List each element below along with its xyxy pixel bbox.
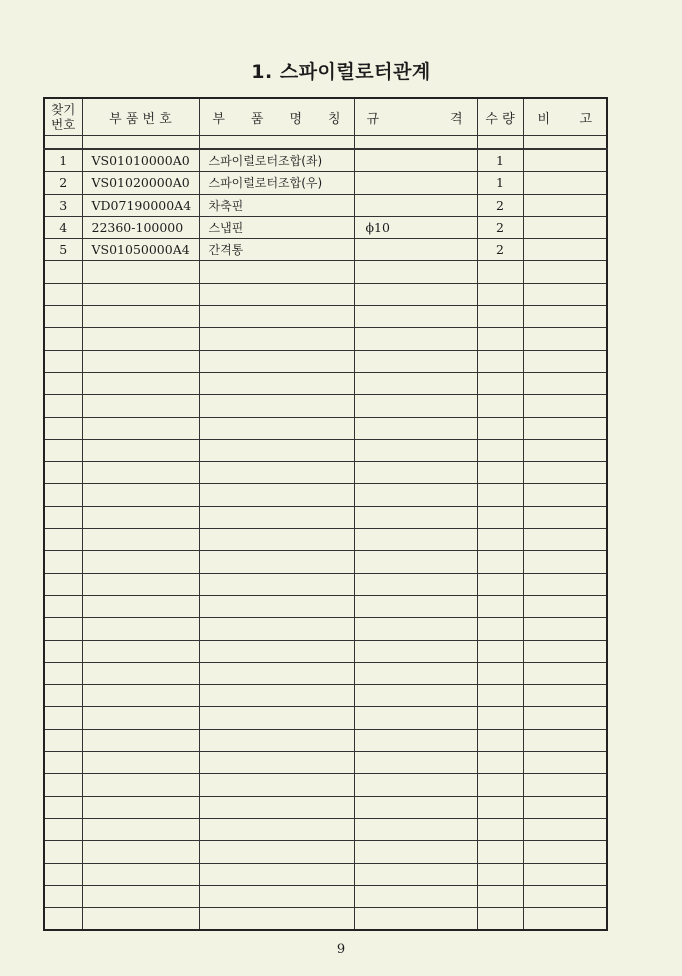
empty-cell: [523, 752, 607, 774]
empty-cell: [477, 618, 523, 640]
empty-cell: [477, 662, 523, 684]
empty-cell: [354, 328, 477, 350]
empty-cell: [82, 283, 199, 305]
empty-cell: [477, 306, 523, 328]
empty-cell: [82, 417, 199, 439]
empty-cell: [199, 283, 354, 305]
empty-cell: [354, 484, 477, 506]
page-number: 9: [336, 942, 346, 957]
empty-cell: [477, 372, 523, 394]
empty-cell: [523, 551, 607, 573]
empty-cell: [477, 261, 523, 283]
empty-cell: [477, 417, 523, 439]
empty-cell: [44, 506, 82, 528]
cell-remark: [523, 172, 607, 194]
empty-cell: [523, 796, 607, 818]
empty-cell: [523, 573, 607, 595]
empty-cell: [354, 885, 477, 907]
empty-table-row: [44, 306, 607, 328]
empty-cell: [82, 529, 199, 551]
empty-cell: [82, 729, 199, 751]
empty-cell: [354, 261, 477, 283]
cell-no: 3: [44, 194, 82, 216]
empty-table-row: [44, 818, 607, 840]
header-gap-row: [44, 136, 607, 150]
empty-cell: [44, 707, 82, 729]
empty-cell: [199, 417, 354, 439]
empty-cell: [477, 395, 523, 417]
empty-cell: [199, 350, 354, 372]
empty-cell: [82, 328, 199, 350]
empty-cell: [199, 685, 354, 707]
empty-cell: [477, 796, 523, 818]
empty-cell: [477, 439, 523, 461]
empty-cell: [354, 417, 477, 439]
empty-table-row: [44, 462, 607, 484]
empty-cell: [523, 506, 607, 528]
empty-cell: [44, 863, 82, 885]
header-remark-left: 비: [537, 111, 551, 127]
empty-cell: [82, 841, 199, 863]
header-spec: [354, 98, 477, 136]
empty-cell: [477, 841, 523, 863]
empty-cell: [44, 551, 82, 573]
empty-cell: [82, 885, 199, 907]
empty-cell: [477, 707, 523, 729]
empty-table-row: [44, 261, 607, 283]
empty-cell: [523, 908, 607, 931]
empty-cell: [44, 484, 82, 506]
empty-cell: [523, 306, 607, 328]
cell-qty: 2: [477, 239, 523, 261]
cell-remark: [523, 239, 607, 261]
empty-cell: [44, 729, 82, 751]
cell-spec: [354, 194, 477, 216]
cell-remark: [523, 194, 607, 216]
cell-name: 스파이럴로터조합(좌): [199, 149, 354, 172]
empty-cell: [477, 774, 523, 796]
cell-remark: [523, 149, 607, 172]
empty-cell: [354, 841, 477, 863]
header-spec-left: 규: [366, 111, 380, 127]
empty-cell: [44, 372, 82, 394]
cell-no: 2: [44, 172, 82, 194]
empty-cell: [477, 529, 523, 551]
cell-part-no: VS01050000A4: [82, 239, 199, 261]
table-row: [44, 239, 607, 261]
empty-cell: [354, 306, 477, 328]
empty-cell: [523, 863, 607, 885]
empty-table-row: [44, 841, 607, 863]
table-body: [44, 136, 607, 931]
cell-qty: 2: [477, 216, 523, 238]
empty-cell: [354, 863, 477, 885]
empty-cell: [199, 752, 354, 774]
empty-cell: [477, 283, 523, 305]
empty-cell: [44, 885, 82, 907]
cell-qty: 2: [477, 194, 523, 216]
empty-cell: [354, 595, 477, 617]
cell-no: 1: [44, 149, 82, 172]
empty-cell: [199, 707, 354, 729]
empty-cell: [44, 595, 82, 617]
empty-table-row: [44, 752, 607, 774]
cell-name: 간격통: [199, 239, 354, 261]
empty-cell: [44, 462, 82, 484]
empty-cell: [199, 618, 354, 640]
cell-spec: ϕ10: [354, 216, 477, 238]
empty-cell: [523, 439, 607, 461]
empty-table-row: [44, 328, 607, 350]
empty-cell: [354, 350, 477, 372]
empty-cell: [354, 685, 477, 707]
empty-cell: [523, 595, 607, 617]
cell-no: 5: [44, 239, 82, 261]
empty-cell: [199, 261, 354, 283]
header-remark-right: 고: [579, 111, 592, 127]
empty-table-row: [44, 573, 607, 595]
empty-cell: [199, 372, 354, 394]
table-row: [44, 194, 607, 216]
empty-cell: [44, 283, 82, 305]
table-row: [44, 172, 607, 194]
empty-table-row: [44, 350, 607, 372]
empty-cell: [44, 306, 82, 328]
empty-cell: [523, 818, 607, 840]
empty-cell: [82, 350, 199, 372]
empty-cell: [523, 774, 607, 796]
empty-cell: [354, 529, 477, 551]
empty-cell: [199, 863, 354, 885]
empty-cell: [199, 729, 354, 751]
empty-cell: [44, 395, 82, 417]
empty-cell: [199, 796, 354, 818]
empty-cell: [44, 328, 82, 350]
parts-table: [43, 97, 608, 931]
empty-cell: [199, 484, 354, 506]
empty-table-row: [44, 707, 607, 729]
empty-cell: [199, 662, 354, 684]
empty-cell: [523, 662, 607, 684]
empty-cell: [82, 685, 199, 707]
empty-table-row: [44, 885, 607, 907]
empty-cell: [199, 306, 354, 328]
empty-table-row: [44, 439, 607, 461]
empty-cell: [477, 350, 523, 372]
empty-cell: [199, 506, 354, 528]
empty-cell: [477, 885, 523, 907]
empty-cell: [44, 261, 82, 283]
empty-cell: [199, 551, 354, 573]
empty-cell: [44, 417, 82, 439]
empty-cell: [44, 841, 82, 863]
empty-cell: [523, 640, 607, 662]
empty-cell: [523, 350, 607, 372]
empty-cell: [477, 863, 523, 885]
empty-cell: [523, 283, 607, 305]
empty-cell: [82, 796, 199, 818]
cell-spec: [354, 239, 477, 261]
empty-cell: [82, 484, 199, 506]
empty-cell: [82, 306, 199, 328]
empty-cell: [523, 462, 607, 484]
empty-cell: [477, 484, 523, 506]
empty-cell: [199, 462, 354, 484]
empty-cell: [523, 529, 607, 551]
empty-cell: [354, 707, 477, 729]
empty-cell: [354, 618, 477, 640]
empty-cell: [82, 395, 199, 417]
empty-cell: [354, 462, 477, 484]
empty-cell: [523, 395, 607, 417]
cell-part-no: VS01010000A0: [82, 149, 199, 172]
empty-cell: [44, 818, 82, 840]
empty-table-row: [44, 372, 607, 394]
empty-cell: [477, 551, 523, 573]
empty-cell: [199, 595, 354, 617]
empty-table-row: [44, 640, 607, 662]
empty-table-row: [44, 685, 607, 707]
cell-part-no: 22360-100000: [82, 216, 199, 238]
empty-cell: [44, 908, 82, 931]
cell-part-no: VS01020000A0: [82, 172, 199, 194]
empty-table-row: [44, 662, 607, 684]
header-find-no: [44, 98, 82, 136]
empty-cell: [44, 752, 82, 774]
empty-table-row: [44, 395, 607, 417]
empty-table-row: [44, 863, 607, 885]
empty-cell: [354, 729, 477, 751]
empty-cell: [82, 462, 199, 484]
empty-cell: [523, 841, 607, 863]
empty-cell: [354, 573, 477, 595]
empty-cell: [523, 729, 607, 751]
empty-cell: [523, 618, 607, 640]
empty-cell: [199, 908, 354, 931]
empty-cell: [354, 439, 477, 461]
empty-cell: [82, 863, 199, 885]
cell-name: 스파이럴로터조합(우): [199, 172, 354, 194]
empty-cell: [523, 707, 607, 729]
header-part-no: 부 품 번 호: [82, 98, 199, 136]
empty-table-row: [44, 506, 607, 528]
table-header-row: [44, 98, 607, 136]
empty-cell: [477, 573, 523, 595]
empty-cell: [44, 662, 82, 684]
empty-cell: [199, 774, 354, 796]
empty-cell: [199, 640, 354, 662]
empty-table-row: [44, 774, 607, 796]
empty-cell: [354, 796, 477, 818]
empty-table-row: [44, 484, 607, 506]
empty-cell: [82, 261, 199, 283]
empty-cell: [354, 551, 477, 573]
empty-cell: [477, 506, 523, 528]
empty-cell: [82, 506, 199, 528]
empty-table-row: [44, 595, 607, 617]
empty-cell: [354, 662, 477, 684]
empty-table-row: [44, 283, 607, 305]
empty-cell: [477, 595, 523, 617]
empty-table-row: [44, 529, 607, 551]
empty-cell: [44, 573, 82, 595]
empty-table-row: [44, 417, 607, 439]
empty-cell: [199, 885, 354, 907]
empty-cell: [477, 818, 523, 840]
empty-cell: [477, 908, 523, 931]
empty-cell: [199, 439, 354, 461]
empty-cell: [44, 640, 82, 662]
header-qty: 수 량: [477, 98, 523, 136]
table-row: [44, 149, 607, 172]
table-row: [44, 216, 607, 238]
empty-cell: [199, 395, 354, 417]
empty-cell: [354, 506, 477, 528]
cell-part-no: VD07190000A4: [82, 194, 199, 216]
header-find-no-label: 찾기 번호: [51, 102, 76, 132]
cell-name: 차축핀: [199, 194, 354, 216]
empty-cell: [44, 618, 82, 640]
empty-cell: [354, 818, 477, 840]
empty-cell: [354, 283, 477, 305]
empty-cell: [477, 685, 523, 707]
empty-table-row: [44, 551, 607, 573]
empty-cell: [523, 885, 607, 907]
empty-cell: [82, 439, 199, 461]
empty-table-row: [44, 796, 607, 818]
empty-cell: [199, 328, 354, 350]
empty-cell: [82, 618, 199, 640]
empty-cell: [44, 529, 82, 551]
header-part-name: 부 품 명 칭: [199, 98, 354, 136]
empty-cell: [199, 529, 354, 551]
empty-cell: [82, 752, 199, 774]
empty-cell: [477, 640, 523, 662]
empty-table-row: [44, 908, 607, 931]
cell-spec: [354, 172, 477, 194]
empty-cell: [523, 261, 607, 283]
cell-remark: [523, 216, 607, 238]
empty-cell: [199, 818, 354, 840]
empty-cell: [523, 417, 607, 439]
empty-cell: [82, 573, 199, 595]
empty-cell: [523, 685, 607, 707]
header-spec-right: 격: [449, 111, 463, 127]
header-remark: [523, 98, 607, 136]
empty-cell: [82, 640, 199, 662]
page-title: 1. 스파이럴로터관계: [251, 61, 431, 83]
empty-cell: [44, 350, 82, 372]
empty-cell: [82, 774, 199, 796]
empty-cell: [199, 573, 354, 595]
empty-cell: [354, 908, 477, 931]
empty-cell: [354, 395, 477, 417]
cell-qty: 1: [477, 149, 523, 172]
empty-cell: [82, 908, 199, 931]
empty-cell: [44, 774, 82, 796]
empty-cell: [523, 484, 607, 506]
empty-cell: [44, 685, 82, 707]
empty-cell: [82, 595, 199, 617]
cell-qty: 1: [477, 172, 523, 194]
empty-cell: [354, 372, 477, 394]
empty-cell: [82, 551, 199, 573]
empty-cell: [477, 462, 523, 484]
empty-cell: [354, 752, 477, 774]
empty-table-row: [44, 618, 607, 640]
empty-cell: [44, 796, 82, 818]
empty-cell: [82, 707, 199, 729]
empty-cell: [477, 328, 523, 350]
empty-cell: [44, 439, 82, 461]
empty-cell: [477, 752, 523, 774]
empty-cell: [477, 729, 523, 751]
empty-table-row: [44, 729, 607, 751]
empty-cell: [199, 841, 354, 863]
empty-cell: [82, 662, 199, 684]
empty-cell: [354, 774, 477, 796]
empty-cell: [82, 372, 199, 394]
empty-cell: [354, 640, 477, 662]
cell-name: 스냅핀: [199, 216, 354, 238]
empty-cell: [523, 328, 607, 350]
cell-no: 4: [44, 216, 82, 238]
empty-cell: [523, 372, 607, 394]
cell-spec: [354, 149, 477, 172]
empty-cell: [82, 818, 199, 840]
